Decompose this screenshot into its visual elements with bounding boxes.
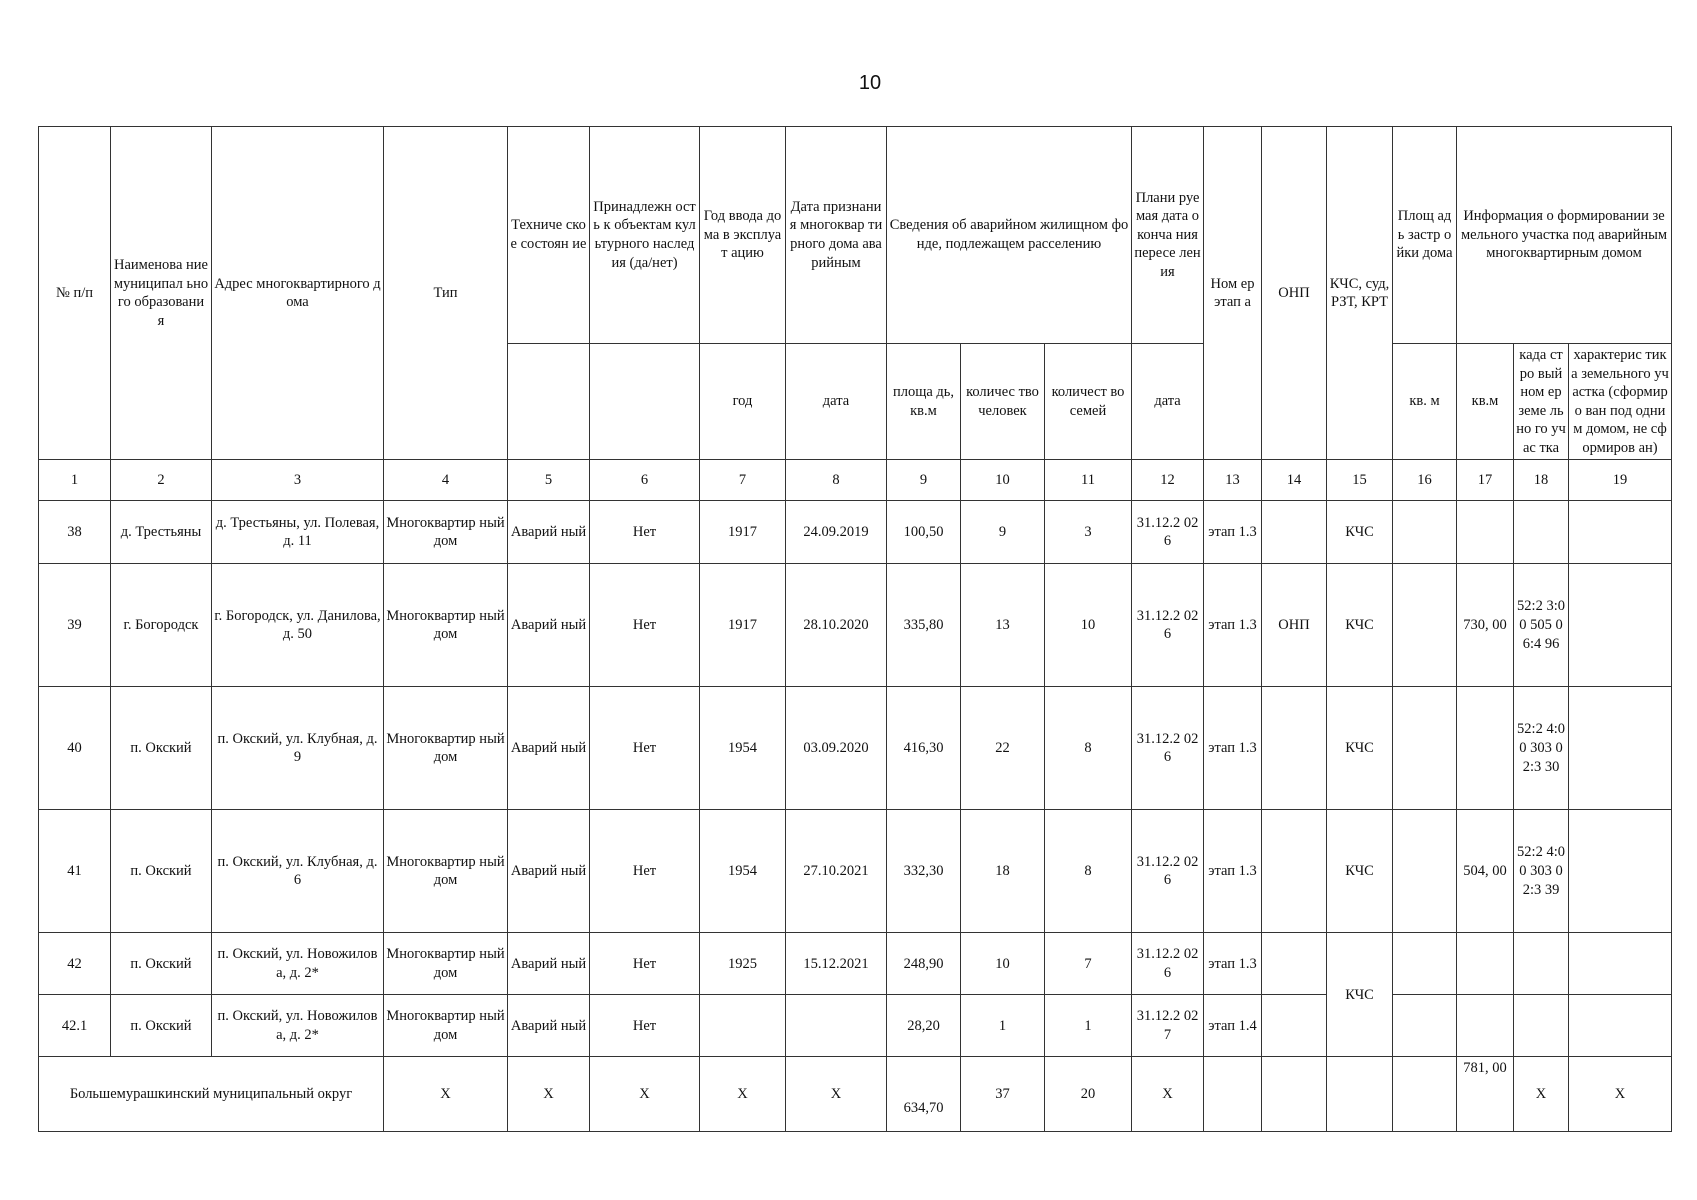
cell-area: 248,90 [887, 933, 961, 995]
cell-municipality: п. Окский [111, 810, 212, 933]
col-num: 4 [384, 460, 508, 501]
cell-municipality: д. Трестьяны [111, 501, 212, 564]
cell-land-char [1569, 564, 1672, 687]
cell-municipality: п. Окский [111, 687, 212, 810]
cell-cadastral: 52:2 4:00 303 02:3 39 [1514, 810, 1569, 933]
cell-people: 10 [961, 933, 1045, 995]
cell-onp [1262, 995, 1327, 1057]
cell-heritage: Нет [590, 687, 700, 810]
cell-onp [1262, 501, 1327, 564]
cell-year: 1954 [700, 810, 786, 933]
cell-municipality: п. Окский [111, 995, 212, 1057]
col-num: 15 [1327, 460, 1393, 501]
cell-heritage: Нет [590, 995, 700, 1057]
hdr-land-info: Информация о формировании земельного участка под аварийным многоквартирным домом [1457, 127, 1672, 344]
cell-onp [1262, 933, 1327, 995]
hdr-heritage-cont [590, 344, 700, 460]
cell-people: 22 [961, 687, 1045, 810]
col-num: 17 [1457, 460, 1514, 501]
total-type: X [384, 1057, 508, 1132]
hdr-onp: ОНП [1262, 127, 1327, 460]
cell-people: 9 [961, 501, 1045, 564]
col-num: 11 [1045, 460, 1132, 501]
cell-plan-date: 31.12.2 026 [1132, 687, 1204, 810]
col-num: 19 [1569, 460, 1672, 501]
col-num: 18 [1514, 460, 1569, 501]
cell-year [700, 995, 786, 1057]
cell-families: 3 [1045, 501, 1132, 564]
cell-area: 332,30 [887, 810, 961, 933]
sub-year: год [700, 344, 786, 460]
total-area: 634,70 [887, 1057, 961, 1132]
cell-date: 03.09.2020 [786, 687, 887, 810]
cell-families: 7 [1045, 933, 1132, 995]
cell-plan-date: 31.12.2 026 [1132, 564, 1204, 687]
col-num: 5 [508, 460, 590, 501]
cell-tech-state: Аварий ный [508, 501, 590, 564]
cell-date: 28.10.2020 [786, 564, 887, 687]
cell-stage: этап 1.3 [1204, 933, 1262, 995]
cell-land-area [1457, 501, 1514, 564]
cell-type: Многоквартир ный дом [384, 995, 508, 1057]
cell-cadastral [1514, 933, 1569, 995]
cell-heritage: Нет [590, 810, 700, 933]
hdr-stage: Ном ер этап а [1204, 127, 1262, 460]
hdr-num: № п/п [39, 127, 111, 460]
cell-families: 10 [1045, 564, 1132, 687]
col-num: 2 [111, 460, 212, 501]
cell-onp [1262, 687, 1327, 810]
cell-num: 41 [39, 810, 111, 933]
cell-year: 1925 [700, 933, 786, 995]
sub-kvm-land: кв.м [1457, 344, 1514, 460]
cell-heritage: Нет [590, 933, 700, 995]
total-kchs [1327, 1057, 1393, 1132]
total-heritage: X [590, 1057, 700, 1132]
cell-families: 1 [1045, 995, 1132, 1057]
table-row [39, 933, 1672, 995]
cell-type: Многоквартир ный дом [384, 564, 508, 687]
cell-cadastral: 52:2 3:00 505 06:4 96 [1514, 564, 1569, 687]
cell-municipality: г. Богородск [111, 564, 212, 687]
cell-stage: этап 1.4 [1204, 995, 1262, 1057]
sub-area: площа дь, кв.м [887, 344, 961, 460]
cell-area: 416,30 [887, 687, 961, 810]
total-date: X [786, 1057, 887, 1132]
cell-date [786, 995, 887, 1057]
hdr-tech-cont [508, 344, 590, 460]
sub-kvm-build: кв. м [1393, 344, 1457, 460]
cell-num: 42.1 [39, 995, 111, 1057]
cell-plan-date: 31.12.2 026 [1132, 933, 1204, 995]
total-cadastral: X [1514, 1057, 1569, 1132]
cell-kchs: КЧС [1327, 687, 1393, 810]
sub-plan-date: дата [1132, 344, 1204, 460]
col-num: 6 [590, 460, 700, 501]
col-num: 16 [1393, 460, 1457, 501]
cell-address: г. Богородск, ул. Данилова, д. 50 [212, 564, 384, 687]
cell-land-area [1457, 687, 1514, 810]
cell-families: 8 [1045, 687, 1132, 810]
table-row [39, 810, 1672, 933]
total-build-area [1393, 1057, 1457, 1132]
cell-kchs: КЧС [1327, 933, 1393, 1057]
cell-land-char [1569, 810, 1672, 933]
cell-num: 38 [39, 501, 111, 564]
table-row [39, 995, 1672, 1057]
cell-num: 42 [39, 933, 111, 995]
cell-land-char [1569, 501, 1672, 564]
hdr-plan: Плани руемая дата оконча ния пересе ления [1132, 127, 1204, 344]
table-row [39, 687, 1672, 810]
cell-address: п. Окский, ул. Клубная, д. 9 [212, 687, 384, 810]
total-label: Большемурашкинский муниципальный округ [39, 1057, 384, 1132]
cell-address: п. Окский, ул. Новожилова, д. 2* [212, 995, 384, 1057]
cell-stage: этап 1.3 [1204, 501, 1262, 564]
cell-build-area [1393, 564, 1457, 687]
cell-num: 39 [39, 564, 111, 687]
cell-heritage: Нет [590, 501, 700, 564]
cell-families: 8 [1045, 810, 1132, 933]
total-onp [1262, 1057, 1327, 1132]
cell-onp [1262, 810, 1327, 933]
cell-land-char [1569, 995, 1672, 1057]
total-land-area: 781, 00 [1457, 1057, 1514, 1132]
hdr-tech-state: Техниче ское состоян ие [508, 127, 590, 344]
cell-plan-date: 31.12.2 026 [1132, 501, 1204, 564]
hdr-municipality: Наименова ние муниципал ьного образовани я [111, 127, 212, 460]
cell-municipality: п. Окский [111, 933, 212, 995]
cell-type: Многоквартир ный дом [384, 687, 508, 810]
cell-build-area [1393, 810, 1457, 933]
cell-stage: этап 1.3 [1204, 810, 1262, 933]
cell-land-area: 504, 00 [1457, 810, 1514, 933]
header-row-1 [39, 127, 1672, 344]
cell-plan-date: 31.12.2 027 [1132, 995, 1204, 1057]
cell-tech-state: Аварий ный [508, 995, 590, 1057]
cell-plan-date: 31.12.2 026 [1132, 810, 1204, 933]
hdr-info: Сведения об аварийном жилищном фонде, подлежащем расселению [887, 127, 1132, 344]
hdr-type: Тип [384, 127, 508, 460]
cell-kchs: КЧС [1327, 810, 1393, 933]
cell-land-area: 730, 00 [1457, 564, 1514, 687]
cell-type: Многоквартир ный дом [384, 501, 508, 564]
cell-onp: ОНП [1262, 564, 1327, 687]
total-row [39, 1057, 1672, 1132]
cell-type: Многоквартир ный дом [384, 810, 508, 933]
cell-address: д. Трестьяны, ул. Полевая, д. 11 [212, 501, 384, 564]
hdr-land-char: характерис тика земельного участка (сформиро ван под одним домом, не сформиров ан) [1569, 344, 1672, 460]
cell-people: 18 [961, 810, 1045, 933]
cell-land-char [1569, 687, 1672, 810]
hdr-date: Дата признания многоквар тирного дома аварийным [786, 127, 887, 344]
emergency-housing-table [38, 126, 1672, 1132]
cell-area: 28,20 [887, 995, 961, 1057]
hdr-year: Год ввода дома в эксплуат ацию [700, 127, 786, 344]
col-num: 8 [786, 460, 887, 501]
cell-people: 1 [961, 995, 1045, 1057]
cell-build-area [1393, 501, 1457, 564]
cell-land-area [1457, 933, 1514, 995]
total-people: 37 [961, 1057, 1045, 1132]
cell-build-area [1393, 995, 1457, 1057]
hdr-kchs: КЧС, суд, РЗТ, КРТ [1327, 127, 1393, 460]
cell-address: п. Окский, ул. Клубная, д. 6 [212, 810, 384, 933]
page-number: 10 [858, 72, 882, 94]
col-num: 10 [961, 460, 1045, 501]
cell-tech-state: Аварий ный [508, 810, 590, 933]
cell-heritage: Нет [590, 564, 700, 687]
cell-kchs: КЧС [1327, 501, 1393, 564]
cell-date: 24.09.2019 [786, 501, 887, 564]
col-num: 9 [887, 460, 961, 501]
cell-cadastral [1514, 501, 1569, 564]
cell-build-area [1393, 933, 1457, 995]
cell-type: Многоквартир ный дом [384, 933, 508, 995]
col-num: 14 [1262, 460, 1327, 501]
total-plan: X [1132, 1057, 1204, 1132]
cell-kchs: КЧС [1327, 564, 1393, 687]
sub-date: дата [786, 344, 887, 460]
cell-cadastral: 52:2 4:00 303 02:3 30 [1514, 687, 1569, 810]
total-stage [1204, 1057, 1262, 1132]
cell-build-area [1393, 687, 1457, 810]
col-num: 13 [1204, 460, 1262, 501]
sub-people: количес тво человек [961, 344, 1045, 460]
cell-land-char [1569, 933, 1672, 995]
hdr-cadastral: када стро вый ном ер земе льно го учас тка [1514, 344, 1569, 460]
cell-date: 15.12.2021 [786, 933, 887, 995]
total-tech: X [508, 1057, 590, 1132]
cell-cadastral [1514, 995, 1569, 1057]
cell-area: 335,80 [887, 564, 961, 687]
col-num: 3 [212, 460, 384, 501]
cell-date: 27.10.2021 [786, 810, 887, 933]
total-year: X [700, 1057, 786, 1132]
cell-stage: этап 1.3 [1204, 687, 1262, 810]
cell-tech-state: Аварий ный [508, 564, 590, 687]
cell-tech-state: Аварий ный [508, 687, 590, 810]
col-num: 1 [39, 460, 111, 501]
cell-tech-state: Аварий ный [508, 933, 590, 995]
cell-year: 1917 [700, 501, 786, 564]
table-row [39, 501, 1672, 564]
cell-address: п. Окский, ул. Новожилова, д. 2* [212, 933, 384, 995]
cell-people: 13 [961, 564, 1045, 687]
total-land-char: X [1569, 1057, 1672, 1132]
hdr-build-area: Площ адь застр ойки дома [1393, 127, 1457, 344]
cell-land-area [1457, 995, 1514, 1057]
cell-area: 100,50 [887, 501, 961, 564]
cell-stage: этап 1.3 [1204, 564, 1262, 687]
cell-num: 40 [39, 687, 111, 810]
col-num: 12 [1132, 460, 1204, 501]
table-row [39, 564, 1672, 687]
cell-year: 1954 [700, 687, 786, 810]
column-numbers-row [39, 460, 1672, 501]
sub-families: количест во семей [1045, 344, 1132, 460]
cell-year: 1917 [700, 564, 786, 687]
col-num: 7 [700, 460, 786, 501]
hdr-heritage: Принадлежн ость к объектам культурного наследия (да/нет) [590, 127, 700, 344]
total-families: 20 [1045, 1057, 1132, 1132]
hdr-address: Адрес многоквартирного дома [212, 127, 384, 460]
